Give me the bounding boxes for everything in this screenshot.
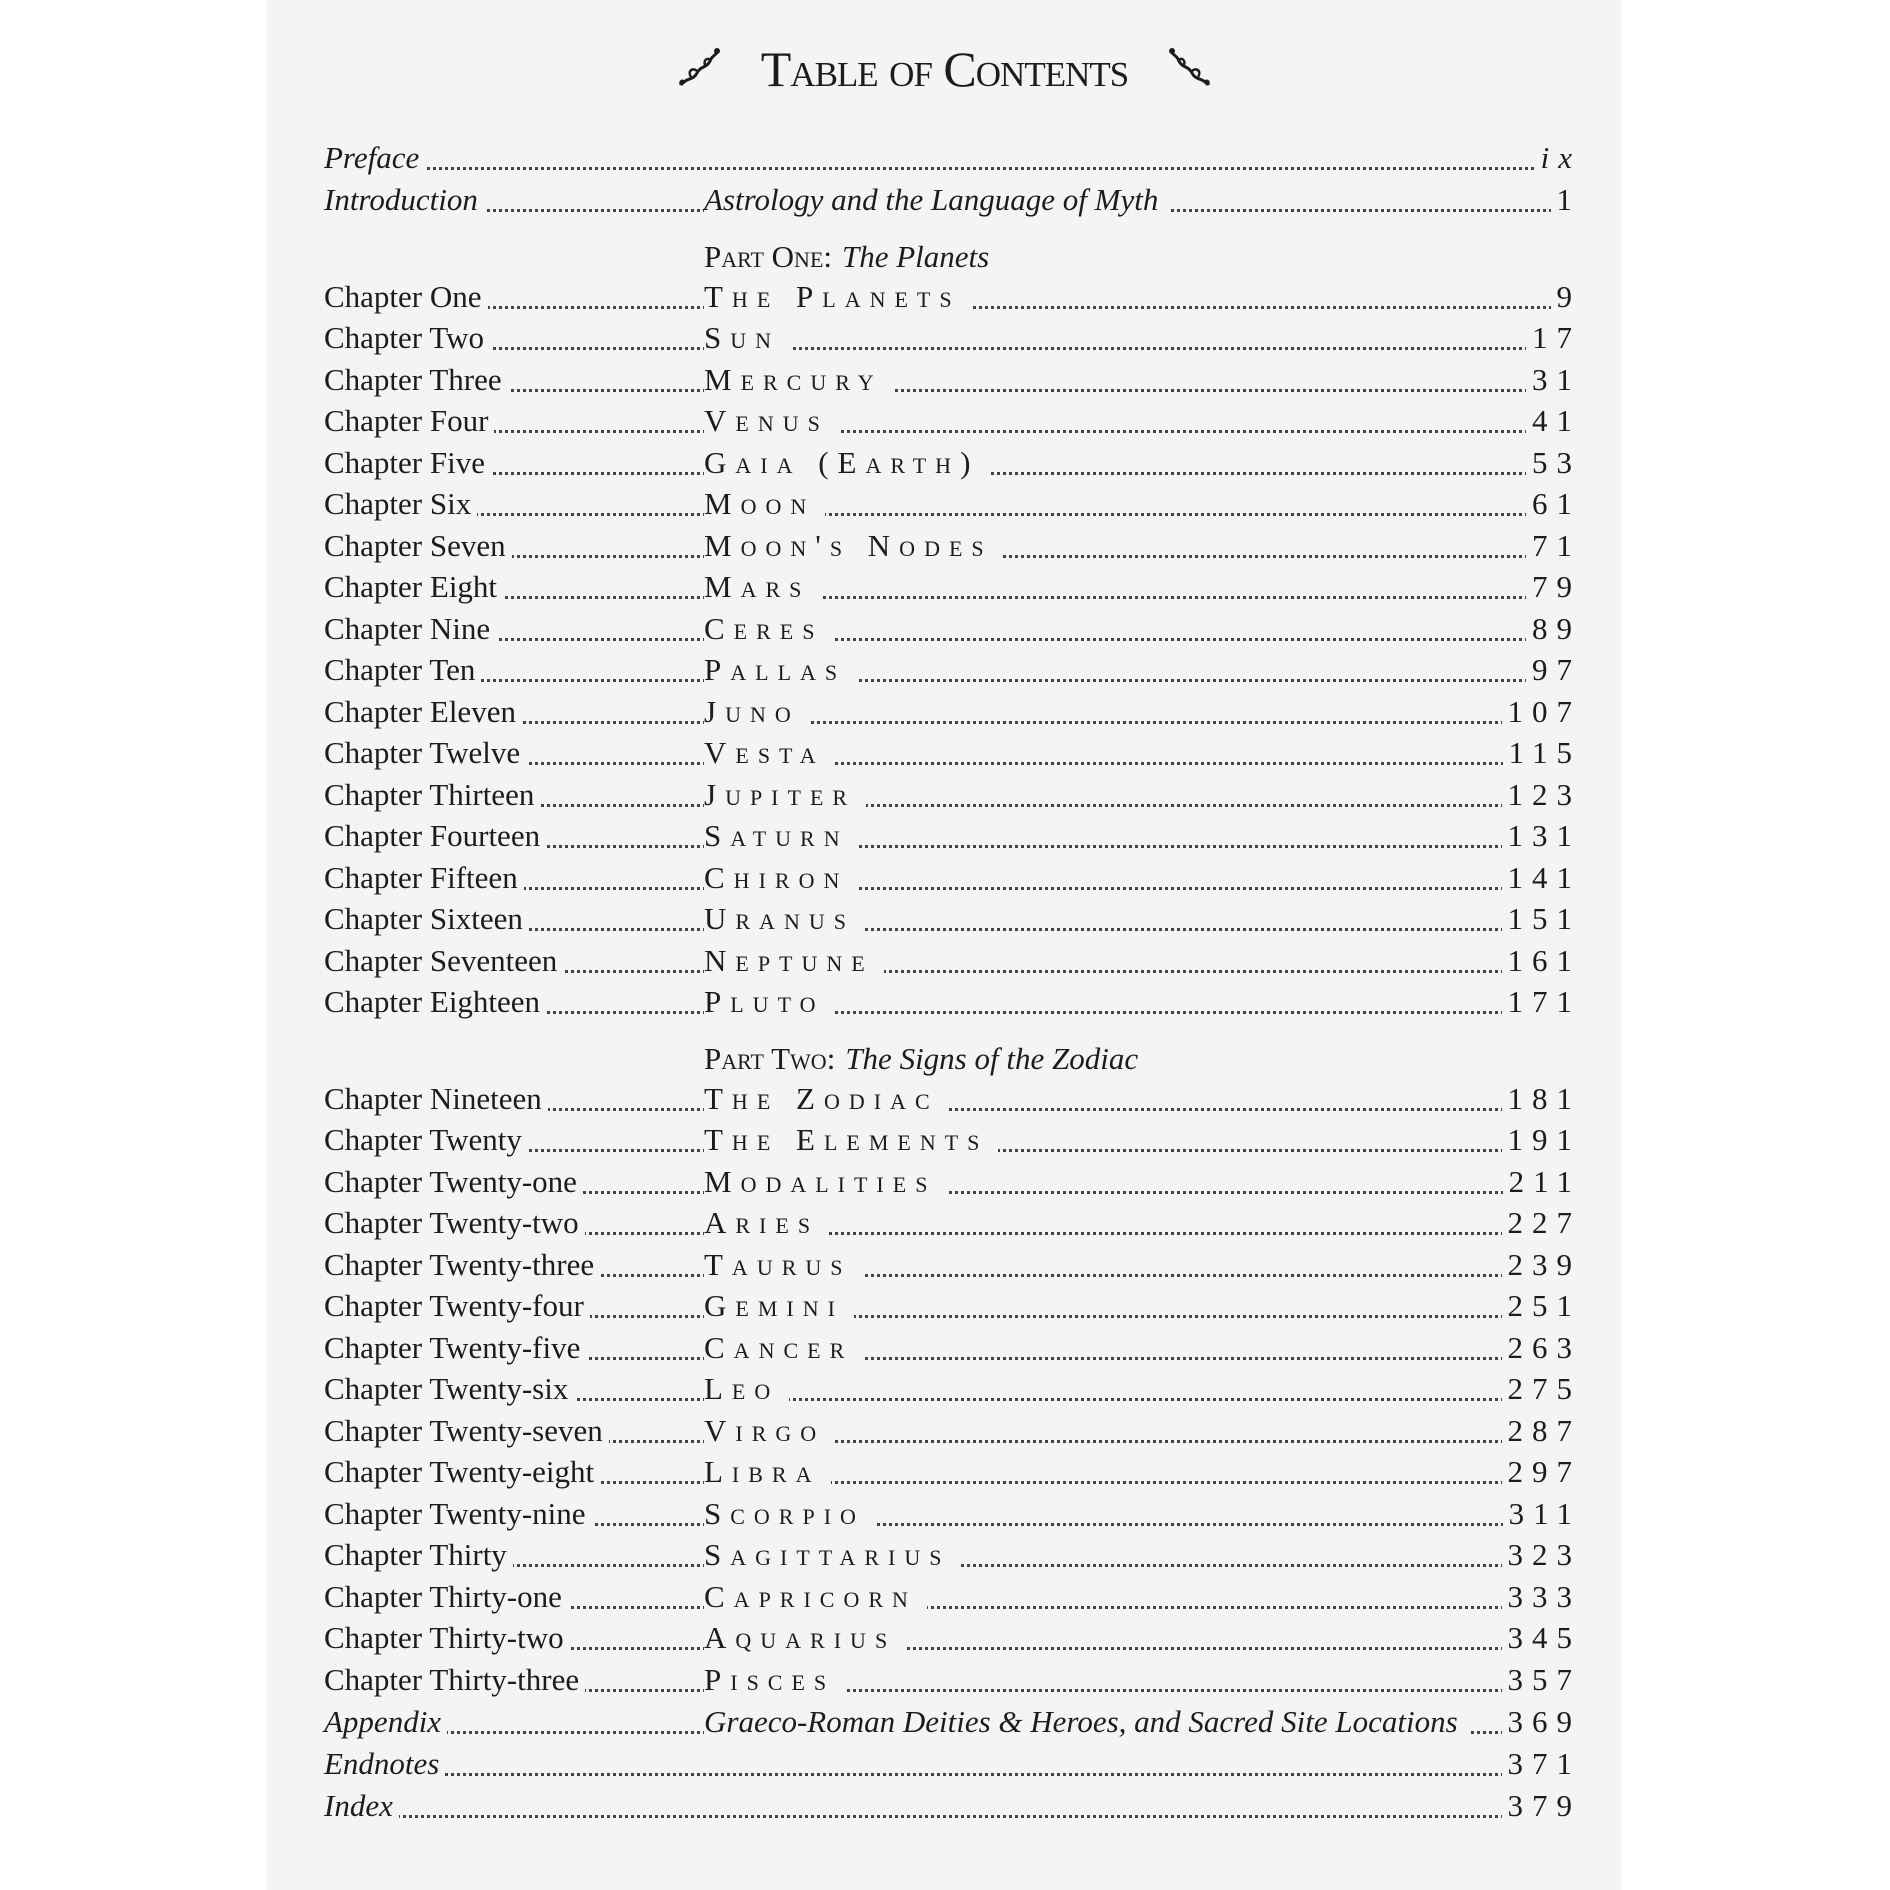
entry-page-number: 379 (1502, 1788, 1582, 1824)
entry-page-number: 227 (1502, 1205, 1582, 1241)
entry-title: Moon (704, 486, 825, 522)
entry-page-number: 1 (1551, 182, 1582, 218)
entry-page-number: 61 (1526, 486, 1581, 522)
toc-entry[interactable] (324, 1453, 1581, 1495)
toc-entry[interactable] (324, 1577, 1581, 1619)
part-heading (324, 1024, 1572, 1079)
entry-title: Venus (704, 403, 839, 439)
entry-label: Chapter Eighteen (324, 984, 546, 1020)
entry-page-number: 369 (1502, 1704, 1582, 1740)
toc-entry[interactable] (324, 1619, 1581, 1661)
toc-entry[interactable] (324, 1370, 1581, 1412)
entry-page-number: 263 (1502, 1330, 1582, 1366)
entry-label: Chapter Thirty-two (324, 1620, 570, 1656)
toc-entry[interactable] (324, 1245, 1581, 1287)
toc-entry[interactable] (324, 1287, 1581, 1329)
entry-page-number: 345 (1502, 1620, 1582, 1656)
entry-title: Capricorn (704, 1579, 927, 1615)
toc-entry[interactable] (324, 692, 1581, 734)
leader-dots (324, 389, 1572, 392)
entry-title: Moon's Nodes (704, 528, 1003, 564)
table-of-contents (324, 138, 1581, 1828)
toc-entry[interactable] (324, 651, 1581, 693)
entry-label: Chapter Twenty-seven (324, 1413, 609, 1449)
entry-label: Chapter Twenty-four (324, 1288, 590, 1324)
entry-label: Chapter Ten (324, 652, 481, 688)
part-number: Part One: (704, 239, 832, 274)
entry-label: Chapter Fifteen (324, 860, 524, 896)
toc-entry[interactable] (324, 1536, 1581, 1578)
toc-entry[interactable] (324, 1786, 1581, 1828)
entry-page-number: 131 (1502, 818, 1582, 854)
toc-entry[interactable] (324, 360, 1581, 402)
part-label (704, 1041, 1138, 1077)
entry-label: Chapter Thirty-one (324, 1579, 568, 1615)
entry-title: Pallas (704, 652, 856, 688)
toc-entry[interactable] (324, 858, 1581, 900)
entry-label: Chapter Twenty (324, 1122, 528, 1158)
entry-label: Chapter One (324, 279, 488, 315)
entry-page-number: 171 (1502, 984, 1582, 1020)
entry-label: Chapter Thirty-three (324, 1662, 585, 1698)
entry-title: Graeco-Roman Deities & Heroes, and Sacred Site Locations (704, 1704, 1468, 1740)
entry-title: The Elements (704, 1122, 998, 1158)
entry-label: Chapter Five (324, 445, 491, 481)
entry-page-number: 275 (1502, 1371, 1582, 1407)
entry-label: Chapter Nine (324, 611, 496, 647)
entry-label: Chapter Twenty-five (324, 1330, 586, 1366)
entry-title: Sagittarius (704, 1537, 960, 1573)
entry-title: Leo (704, 1371, 789, 1407)
leader-dots (324, 167, 1572, 170)
entry-title: Pluto (704, 984, 835, 1020)
entry-page-number: 323 (1502, 1537, 1582, 1573)
toc-entry[interactable] (324, 568, 1581, 610)
entry-page-number: 71 (1526, 528, 1581, 564)
entry-title: Virgo (704, 1413, 835, 1449)
entry-page-number: 151 (1502, 901, 1582, 937)
entry-label: Chapter Twenty-nine (324, 1496, 592, 1532)
entry-label: Chapter Three (324, 362, 508, 398)
entry-title: Juno (704, 694, 810, 730)
entry-page-number: 181 (1502, 1081, 1582, 1117)
part-heading (324, 222, 1572, 277)
entry-title: Neptune (704, 943, 884, 979)
part-title: The Planets (842, 239, 990, 274)
leader-dots (324, 1773, 1572, 1776)
leader-dots (324, 596, 1572, 599)
toc-entry[interactable] (324, 1121, 1581, 1163)
toc-entry[interactable] (324, 900, 1581, 942)
entry-page-number: ix (1535, 140, 1581, 176)
toc-entry[interactable] (324, 319, 1581, 361)
entry-page-number: 311 (1503, 1496, 1581, 1532)
entry-label: Chapter Eleven (324, 694, 522, 730)
entry-label: Chapter Two (324, 320, 490, 356)
entry-title: Modalities (704, 1164, 946, 1200)
left-ornament-icon (677, 47, 721, 91)
toc-entry[interactable] (324, 775, 1581, 817)
entry-label: Chapter Sixteen (324, 901, 529, 937)
toc-entry[interactable] (324, 1660, 1581, 1702)
entry-title: Uranus (704, 901, 865, 937)
entry-title: Pisces (704, 1662, 845, 1698)
leader-dots (324, 679, 1572, 682)
part-label (704, 239, 989, 275)
entry-title: Aries (704, 1205, 829, 1241)
entry-page-number: 357 (1502, 1662, 1582, 1698)
entry-title: Gaia (Earth) (704, 445, 989, 481)
entry-label: Chapter Twelve (324, 735, 526, 771)
book-page (267, 0, 1622, 1890)
entry-page-number: 141 (1502, 860, 1582, 896)
entry-page-number: 211 (1503, 1164, 1581, 1200)
entry-page-number: 251 (1502, 1288, 1582, 1324)
toc-entry[interactable] (324, 941, 1581, 983)
entry-label: Chapter Twenty-eight (324, 1454, 600, 1490)
entry-title: Libra (704, 1454, 831, 1490)
entry-page-number: 191 (1502, 1122, 1582, 1158)
entry-page-number: 123 (1502, 777, 1582, 813)
entry-label: Preface (324, 140, 425, 176)
entry-label: Chapter Thirty (324, 1537, 513, 1573)
toc-entry[interactable] (324, 734, 1581, 776)
part-title: The Signs of the Zodiac (845, 1041, 1139, 1076)
entry-title: Jupiter (704, 777, 866, 813)
toc-entry[interactable] (324, 1162, 1581, 1204)
toc-entry[interactable] (324, 402, 1581, 444)
entry-page-number: 17 (1526, 320, 1581, 356)
leader-dots (324, 1815, 1572, 1818)
entry-title: Sun (704, 320, 790, 356)
entry-page-number: 297 (1502, 1454, 1582, 1490)
entry-page-number: 31 (1526, 362, 1581, 398)
entry-label: Appendix (324, 1704, 447, 1740)
entry-page-number: 89 (1526, 611, 1581, 647)
entry-page-number: 287 (1502, 1413, 1582, 1449)
entry-page-number: 239 (1502, 1247, 1582, 1283)
toc-entry[interactable] (324, 443, 1581, 485)
entry-label: Chapter Fourteen (324, 818, 546, 854)
entry-title: Astrology and the Language of Myth (704, 182, 1168, 218)
toc-entry[interactable] (324, 1328, 1581, 1370)
entry-page-number: 97 (1526, 652, 1581, 688)
entry-title: Mars (704, 569, 820, 605)
page-title: Table of Contents (760, 41, 1129, 97)
toc-entry[interactable] (324, 485, 1581, 527)
entry-label: Chapter Twenty-six (324, 1371, 574, 1407)
entry-title: Saturn (704, 818, 859, 854)
entry-label: Chapter Seven (324, 528, 512, 564)
leader-dots (324, 347, 1572, 350)
toc-entry[interactable] (324, 138, 1581, 180)
entry-page-number: 79 (1526, 569, 1581, 605)
toc-entry[interactable] (324, 1702, 1581, 1744)
entry-page-number: 371 (1502, 1746, 1582, 1782)
entry-title: The Zodiac (704, 1081, 949, 1117)
toc-entry[interactable] (324, 1411, 1581, 1453)
leader-dots (324, 430, 1572, 433)
toc-entry[interactable] (324, 609, 1581, 651)
toc-entry[interactable] (324, 526, 1581, 568)
entry-label: Chapter Twenty-two (324, 1205, 585, 1241)
toc-entry[interactable] (324, 1744, 1581, 1786)
leader-dots (324, 638, 1572, 641)
entry-page-number: 115 (1503, 735, 1581, 771)
entry-page-number: 41 (1526, 403, 1581, 439)
entry-title: Chiron (704, 860, 858, 896)
toc-entry[interactable] (324, 1494, 1581, 1536)
entry-page-number: 333 (1502, 1579, 1582, 1615)
entry-title: Gemini (704, 1288, 854, 1324)
entry-title: Ceres (704, 611, 833, 647)
entry-title: Mercury (704, 362, 893, 398)
entry-page-number: 9 (1551, 279, 1582, 315)
entry-page-number: 107 (1502, 694, 1582, 730)
title-block (267, 40, 1622, 120)
entry-title: Aquarius (704, 1620, 906, 1656)
entry-page-number: 53 (1526, 445, 1581, 481)
toc-entry[interactable] (324, 1204, 1581, 1246)
entry-page-number: 161 (1502, 943, 1582, 979)
toc-entry[interactable] (324, 1079, 1581, 1121)
entry-label: Chapter Six (324, 486, 477, 522)
toc-entry[interactable] (324, 817, 1581, 859)
entry-label: Chapter Nineteen (324, 1081, 548, 1117)
right-ornament-icon (1168, 47, 1212, 91)
entry-label: Chapter Eight (324, 569, 503, 605)
entry-title: Cancer (704, 1330, 863, 1366)
entry-title: Vesta (704, 735, 835, 771)
leader-dots (324, 513, 1572, 516)
entry-label: Chapter Twenty-one (324, 1164, 583, 1200)
entry-label: Endnotes (324, 1746, 445, 1782)
entry-label: Chapter Four (324, 403, 494, 439)
entry-title: Scorpio (704, 1496, 875, 1532)
entry-label: Introduction (324, 182, 484, 218)
toc-entry[interactable] (324, 180, 1581, 222)
entry-title: Taurus (704, 1247, 862, 1283)
entry-label: Chapter Twenty-three (324, 1247, 600, 1283)
toc-entry[interactable] (324, 277, 1581, 319)
part-number: Part Two: (704, 1041, 836, 1076)
entry-label: Index (324, 1788, 399, 1824)
entry-title: The Planets (704, 279, 971, 315)
entry-label: Chapter Seventeen (324, 943, 563, 979)
entry-label: Chapter Thirteen (324, 777, 540, 813)
toc-entry[interactable] (324, 983, 1581, 1025)
